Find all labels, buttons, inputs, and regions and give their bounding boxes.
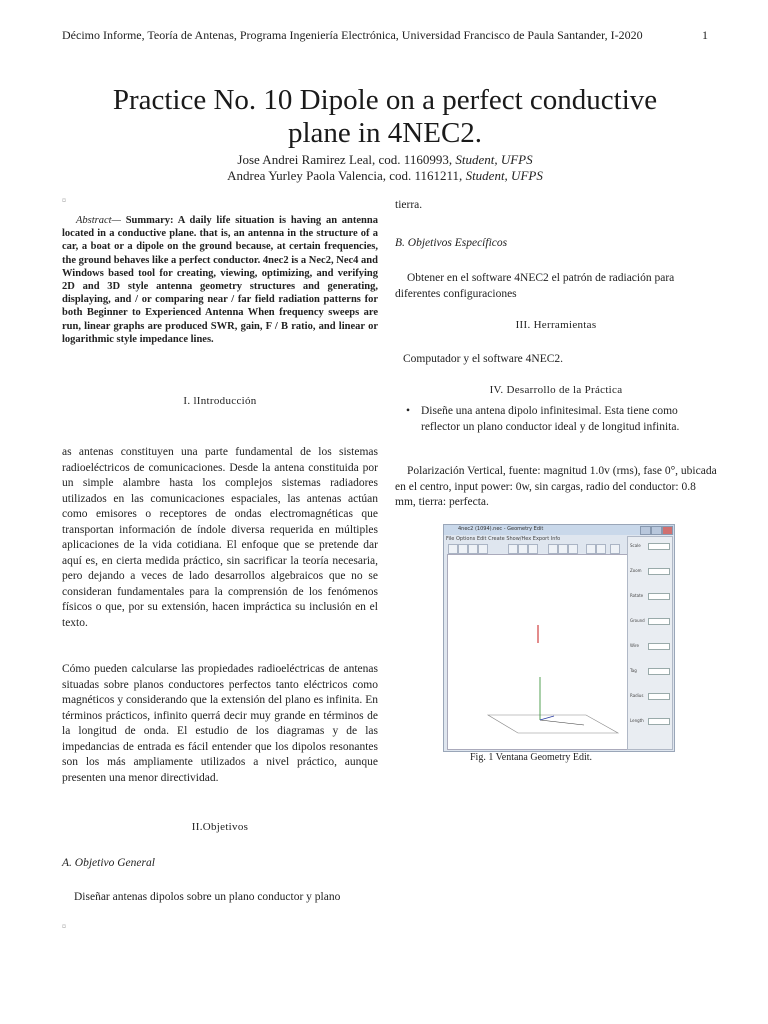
section-2-heading: II.Objetivos — [191, 821, 249, 833]
figure-caption: Fig. 1 Ventana Geometry Edit. — [470, 752, 593, 763]
toolbar-button — [508, 544, 518, 554]
section-3-text: Computador y el software 4NEC2. — [403, 353, 564, 365]
toolbar-button — [558, 544, 568, 554]
paper-title — [60, 84, 710, 150]
section-4-heading: IV. Desarrollo de la Práctica — [489, 384, 623, 396]
side-panel-row — [630, 668, 670, 674]
side-panel-label: Tag — [630, 668, 637, 673]
toolbar-button — [568, 544, 578, 554]
bullet-item — [395, 404, 717, 435]
toolbar-button — [548, 544, 558, 554]
side-panel-label: Length — [630, 718, 644, 723]
window-title: 4nec2 (1094).nec - Geometry Edit — [458, 526, 544, 532]
bullet-dot: • — [405, 405, 411, 417]
side-panel-label: Zoom — [630, 568, 642, 573]
toolbar-button — [478, 544, 488, 554]
page-number: 1 — [702, 28, 708, 42]
continued-text: tierra. — [395, 199, 423, 211]
toolbar-button — [458, 544, 468, 554]
geometry-canvas — [447, 554, 628, 750]
author-1: Jose Andrei Ramirez Leal, cod. 1160993, Student, UFPS — [237, 152, 533, 167]
abstract-text: Summary: A daily life situation is having an antenna located in a conductive plane. that is, an antenna in the structure of a car, a boat or a dipole on the ground because, at certain frequencies, the ground behaves like a perfect conductor. 4nec2 is a Nec2, Nec4 and Windows based tool for creating, viewing, optimizing, and verifying 2D and 3D style antenna geometry structures and generating, displaying, and / or comparing near / far field radiation patterns for both Beginner to Experienced Antenna When frequency sweeps are run, linear graphs are produced SWR, gain, F / B ratio, and linear or logarithmic style impedance lines. — [62, 215, 378, 345]
abstract-label: Abstract— — [76, 215, 121, 226]
minimize-icon — [640, 526, 651, 535]
side-panel-label: Radius — [630, 693, 644, 698]
side-panel-row — [630, 718, 670, 724]
geometry-side-panel — [627, 536, 673, 750]
subsection-b-text: Obtener en el software 4NEC2 el patrón de radiación para diferentes configuraciones — [395, 272, 675, 300]
side-panel-row — [630, 568, 670, 574]
side-panel-field — [648, 543, 670, 550]
close-icon — [662, 526, 673, 535]
subsection-a-heading: A. Objetivo General — [62, 857, 155, 869]
ground-plane — [488, 715, 618, 733]
side-panel-label: Rotate — [630, 593, 644, 598]
side-panel-field — [648, 568, 670, 575]
side-panel-row — [630, 693, 670, 699]
toolbar-button — [596, 544, 606, 554]
bullet-text: Diseñe una antena dipolo infinitesimal. Esta tiene como reflector un plano conductor ideal y de longitud infinita. — [421, 405, 680, 433]
section-3-heading: III. Herramientas — [515, 319, 597, 331]
polarization-text: Polarización Vertical, fuente: magnitud 1.0v (rms), fase 0°, ubicada en el centro, input power: 0w, sin cargas, radio del conductor: 0.8 mm, tierra: perfecta. — [395, 465, 717, 508]
side-panel-field — [648, 693, 670, 700]
toolbar-button — [518, 544, 528, 554]
toolbar-button — [468, 544, 478, 554]
window-toolbar — [448, 544, 624, 553]
side-panel-field — [648, 618, 670, 625]
geometry-edit-figure — [443, 524, 675, 752]
side-panel-field — [648, 718, 670, 725]
intro-paragraph-1: as antenas constituyen una parte fundamental de los sistemas radioeléctricos de comunicaciones. Desde la antena constituida por un simple alambre hasta los complejos sistemas radiadores utilizados en las comunicaciones espaciales, las antenas actúan como emisores o receptores de ondas electromagnéticas que transportan información de índole diversa requerida en múltiples aplicaciones de la vida cotidiana. El enfoque que se pretende dar aquí es, en cierta medida práctico, sin sacrificar la teoría necesaria, pero dejando a veces de lado desarrollos algebraicos que no se consideran fundamentales para la comprensión de los fenómenos físicos o que, por su extensión, hacen impráctica su inclusión en el texto. — [62, 446, 378, 629]
toolbar-button — [448, 544, 458, 554]
toolbar-button — [528, 544, 538, 554]
window-menu: File Options Edit Create Show/Hex Export Info — [446, 536, 561, 542]
side-panel-label: Scale — [630, 543, 641, 548]
subsection-a-text: Diseñar antenas dipolos sobre un plano conductor y plano — [74, 891, 341, 903]
side-panel-label: Ground — [630, 618, 645, 623]
toolbar-button — [610, 544, 620, 554]
title-line-2: plane in 4NEC2. — [287, 117, 483, 149]
geometry-drawing — [448, 555, 627, 749]
side-panel-row — [630, 643, 670, 649]
window-titlebar — [444, 525, 674, 535]
side-panel-row — [630, 593, 670, 599]
side-panel-row — [630, 543, 670, 549]
title-line-1: Practice No. 10 Dipole on a perfect conductive — [112, 84, 658, 116]
maximize-icon — [651, 526, 662, 535]
running-header: Décimo Informe, Teoría de Antenas, Programa Ingeniería Electrónica, Universidad Francisco de Paula Santander, I-2020 — [62, 28, 643, 42]
y-axis — [540, 716, 554, 720]
author-2: Andrea Yurley Paola Valencia, cod. 1161211, Student, UFPS — [227, 168, 543, 183]
intro-paragraph-2: Cómo pueden calcularse las propiedades radioeléctricas de antenas situadas sobre planos conductores perfectos tanto eléctricos como magnéticos y considerando que la extensión del plano es infinita. En términos prácticos, infinito querrá decir muy grande en términos de la longitud de onda. El estudio de los diagramas y de las impedancias de entrada es fácil entender que los dipolos resonantes son los más ampliamente utilizados a nivel práctico, aunque presenten una menor directividad. — [62, 663, 378, 784]
side-panel-field — [648, 668, 670, 675]
side-panel-field — [648, 593, 670, 600]
x-axis — [540, 720, 584, 725]
section-1-heading: I. lIntroducción — [183, 395, 257, 407]
subsection-b-heading: B. Objetivos Específicos — [395, 237, 508, 249]
toolbar-button — [586, 544, 596, 554]
paragraph-mark-2: ¤ — [62, 922, 66, 931]
side-panel-label: Wire — [630, 643, 639, 648]
side-panel-field — [648, 643, 670, 650]
paragraph-mark: ¤ — [62, 196, 66, 205]
abstract — [62, 214, 378, 346]
side-panel-row — [630, 618, 670, 624]
